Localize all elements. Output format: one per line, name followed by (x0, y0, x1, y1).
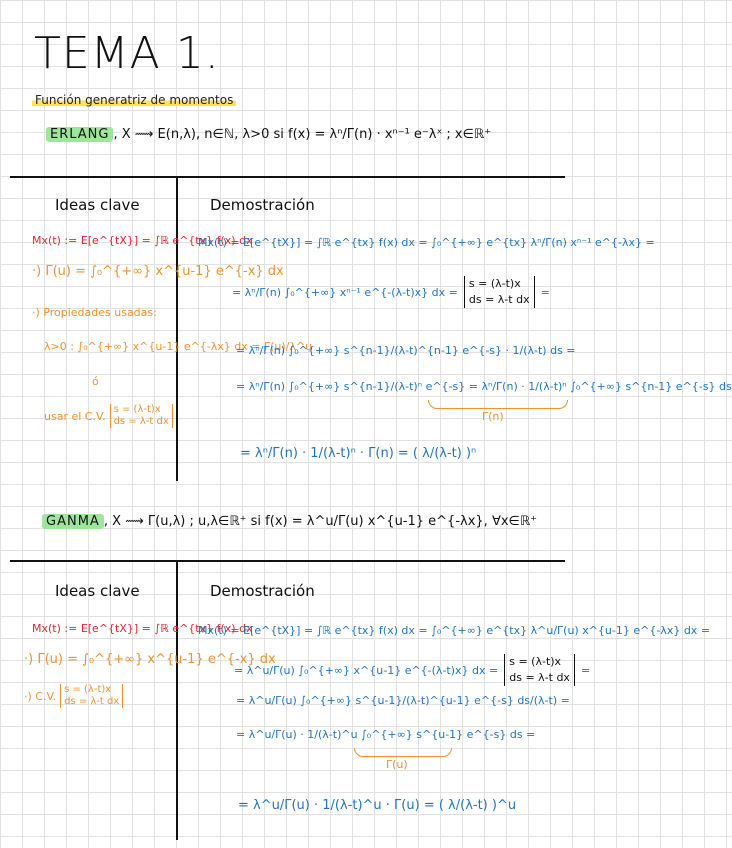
erlang-ideas-header: Ideas clave (55, 196, 140, 214)
erlang-cv-line2: ds = λ-t dx (113, 416, 169, 427)
gamma-demo-cv-line1: s = (λ-t)x (509, 655, 562, 668)
gamma-cv-box (60, 684, 123, 708)
erlang-demo-header: Demostración (210, 196, 315, 214)
section2-top-rule (10, 560, 565, 562)
gamma-cv-line1: s = (λ-t)x (64, 684, 112, 695)
erlang-gamma-function: ·) Γ(u) = ∫₀^{+∞} x^{u-1} e^{-x} dx (32, 264, 284, 279)
section2-column-divider (176, 560, 178, 840)
gamma-demo-cv-line2: ds = λ-t dx (509, 671, 570, 684)
erlang-def-text: , X ⟿ E(n,λ), n∈ℕ, λ>0 si f(x) = λⁿ/Γ(n) · xⁿ⁻¹ e⁻λˣ ; x∈ℝ⁺ (113, 127, 492, 142)
erlang-demo-line4: = λⁿ/Γ(n) ∫₀^{+∞} s^{n-1}/(λ-t)ⁿ e^{-s} = λⁿ/Γ(n) · 1/(λ-t)ⁿ ∫₀^{+∞} s^{n-1} e^{-s} ds (236, 380, 732, 393)
gamma-definition (42, 514, 537, 529)
gamma-demo-brace-label: Γ(u) (386, 758, 408, 771)
gamma-demo-underbrace (354, 748, 452, 757)
erlang-name: ERLANG (46, 127, 113, 142)
gamma-demo-line2 (234, 654, 590, 686)
erlang-or-text: ó (92, 375, 99, 388)
erlang-demo-line2-text: = λⁿ/Γ(n) ∫₀^{+∞} xⁿ⁻¹ e^{-(λ-t)x} dx = (232, 285, 458, 299)
erlang-demo-underbrace (428, 400, 568, 409)
gamma-demo-line2-text: = λ^u/Γ(u) ∫₀^{+∞} x^{u-1} e^{-(λ-t)x} dx = (234, 663, 499, 677)
gamma-demo-line2-end: = (580, 663, 591, 677)
section1-top-rule (10, 176, 565, 178)
page-title: TEMA 1. (34, 28, 220, 79)
erlang-demo-cv-line2: ds = λ-t dx (468, 293, 530, 306)
erlang-cv-label: usar el C.V. (44, 409, 106, 423)
erlang-cv-line1: s = (λ-t)x (113, 404, 161, 415)
erlang-demo-line1: Mx(t) = E[e^{tX}] = ∫ℝ e^{tx} f(x) dx = ∫₀^{+∞} e^{tx} λⁿ/Γ(n) xⁿ⁻¹ e^{-λx} = (198, 236, 655, 249)
erlang-demo-brace-label: Γ(n) (482, 410, 504, 423)
erlang-demo-line5: = λⁿ/Γ(n) · 1/(λ-t)ⁿ · Γ(n) = ( λ/(λ-t) )ⁿ (240, 446, 477, 461)
page-subtitle (32, 93, 236, 107)
erlang-properties-title: ·) Propiedades usadas: (32, 306, 157, 319)
gamma-def-text: , X ⟿ Γ(u,λ) ; u,λ∈ℝ⁺ si f(x) = λ^u/Γ(u) x^{u-1} e^{-λx}, ∀x∈ℝ⁺ (103, 514, 538, 529)
erlang-demo-line2-end: = (540, 285, 550, 299)
gamma-gamma-function: ·) Γ(u) = ∫₀^{+∞} x^{u-1} e^{-x} dx (24, 652, 276, 667)
gamma-mgf-definition: Mx(t) := E[e^{tX}] = ∫ℝ e^{tx} f(x) dx (32, 622, 253, 635)
gamma-cv-label: ·) C.V. (24, 689, 57, 703)
gamma-demo-line4: = λ^u/Γ(u) · 1/(λ-t)^u ∫₀^{+∞} s^{u-1} e^{-s} ds = (236, 728, 536, 741)
erlang-demo-line3: = λⁿ/Γ(n) ∫₀^{+∞} s^{n-1}/(λ-t)^{n-1} e^{-s} · 1/(λ-t) ds = (236, 344, 576, 357)
erlang-gamma-property: λ>0 : ∫₀^{+∞} x^{u-1} e^{-λx} dx = Γ(u)/λ^u (44, 340, 313, 353)
erlang-definition (46, 127, 491, 142)
erlang-change-of-variable (44, 404, 173, 428)
gamma-demo-line1: Mx(t) = E[e^{tX}] = ∫ℝ e^{tx} f(x) dx = ∫₀^{+∞} e^{tx} λ^u/Γ(u) x^{u-1} e^{-λx} dx = (198, 624, 711, 637)
erlang-cv-box (110, 404, 173, 428)
erlang-demo-cv-box (464, 276, 535, 308)
gamma-cv-line2: ds = λ-t dx (64, 696, 120, 707)
section1-column-divider (176, 176, 178, 481)
gamma-ideas-header: Ideas clave (55, 582, 140, 600)
erlang-demo-cv-line1: s = (λ-t)x (468, 277, 521, 290)
gamma-change-of-variable (24, 684, 123, 708)
gamma-demo-cv-box (504, 654, 575, 686)
erlang-demo-line2 (232, 276, 550, 308)
subtitle-text: Función generatriz de momentos (32, 93, 236, 107)
gamma-name: GANMA (42, 514, 104, 529)
gamma-demo-line3: = λ^u/Γ(u) ∫₀^{+∞} s^{u-1}/(λ-t)^{u-1} e^{-s} ds/(λ-t) = (236, 694, 570, 707)
gamma-demo-header: Demostración (210, 582, 315, 600)
gamma-demo-line5: = λ^u/Γ(u) · 1/(λ-t)^u · Γ(u) = ( λ/(λ-t) )^u (238, 798, 517, 813)
erlang-mgf-definition: Mx(t) := E[e^{tX}] = ∫ℝ e^{tx} f(x) dx (32, 234, 253, 247)
